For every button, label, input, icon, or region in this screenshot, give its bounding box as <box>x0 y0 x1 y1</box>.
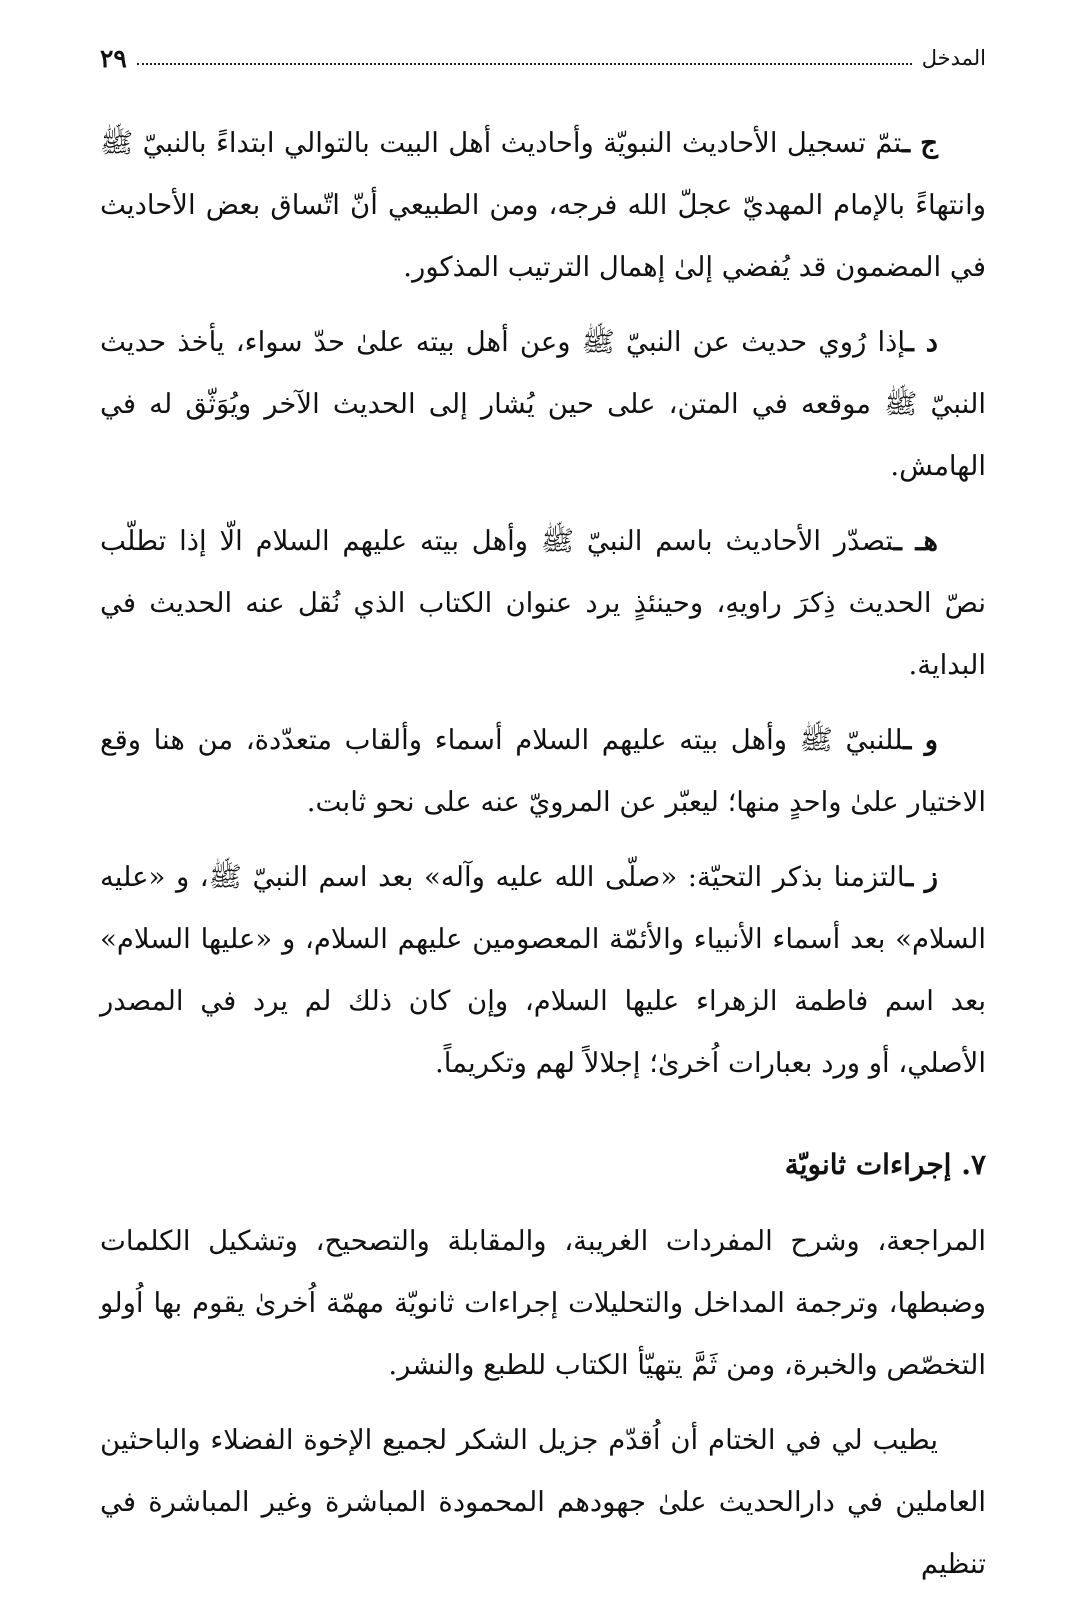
list-item-marker: ج ـ <box>901 127 938 159</box>
header-section-name: المدخل <box>921 46 986 70</box>
body-paragraph: المراجعة، وشرح المفردات الغريبة، والمقابلة والتصحيح، وتشكيل الكلمات وضبطها، وترجمة المداخل والتحليلات إجراءات ثانويّة مهمّة اُخرىٰ يقوم بها اُولو التخصّص والخبرة، ومن ثَمَّ يتهيّأ الكتاب للطبع والنشر. <box>100 1225 986 1381</box>
list-item-jim <box>100 112 986 298</box>
list-item-waw <box>100 709 986 833</box>
list-item-text: للنبيّ ﷺ وأهل بيته عليهم السلام أسماء وألقاب متعدّدة، من هنا وقع الاختيار علىٰ واحدٍ منها؛ ليعبّر عن المرويّ عنه على نحو ثابت. <box>100 724 986 818</box>
list-item-ha <box>100 510 986 696</box>
list-item-text: إذا رُوي حديث عن النبيّ ﷺ وعن أهل بيته علىٰ حدّ سواء، يأخذ حديث النبيّ ﷺ موقعه في المتن، على حين يُشار إلى الحديث الآخر ويُوَثّق له في الهامش. <box>100 326 986 482</box>
body-paragraph: يطيب لي في الختام أن اُقدّم جزيل الشكر لجميع الإخوة الفضلاء والباحثين العاملين في دارالحديث علىٰ جهودهم المحمودة المباشرة وغير المباشرة في تنظيم <box>100 1424 986 1580</box>
list-item-text: تمّ تسجيل الأحاديث النبويّة وأحاديث أهل البيت بالتوالي ابتداءً بالنبيّ ﷺ وانتهاءً بالإمام المهديّ عجلّ الله فرجه، ومن الطبيعي أنّ اتّساق بعض الأحاديث في المضمون قد يُفضي إلىٰ إهمال الترتيب المذكور. <box>100 127 986 283</box>
header-dot-leader <box>137 63 912 65</box>
list-item-marker: و ـ <box>903 724 938 756</box>
section-heading: ٧. إجراءات ثانويّة <box>784 1148 986 1181</box>
page-number: ٢٩ <box>100 43 127 73</box>
list-item-text: تصدّر الأحاديث باسم النبيّ ﷺ وأهل بيته عليهم السلام الّا إذا تطلّب نصّ الحديث ذِكرَ راويهِ، وحينئذٍ يرد عنوان الكتاب الذي نُقل عنه الحديث في البداية. <box>100 525 986 681</box>
list-item-marker: هـ ـ <box>893 525 938 557</box>
list-item-marker: د ـ <box>905 326 938 358</box>
list-item-text: التزمنا بذكر التحيّة: «صلّى الله عليه وآله» بعد اسم النبيّ ﷺ، و «عليه السلام» بعد أسماء الأنبياء والأئمّة المعصومين عليهم السلام، و «عليها السلام» بعد اسم فاطمة الزهراء عليها السلام، وإن كان ذلك لم يرد في المصدر الأصلي، أو ورد بعبارات اُخرىٰ؛ إجلالاً لهم وتكريماً. <box>100 861 986 1079</box>
list-item-dal <box>100 311 986 497</box>
running-header <box>100 38 986 78</box>
list-item-zay <box>100 846 986 1094</box>
page-body <box>100 112 986 1608</box>
list-item-marker: ز ـ <box>905 861 938 893</box>
